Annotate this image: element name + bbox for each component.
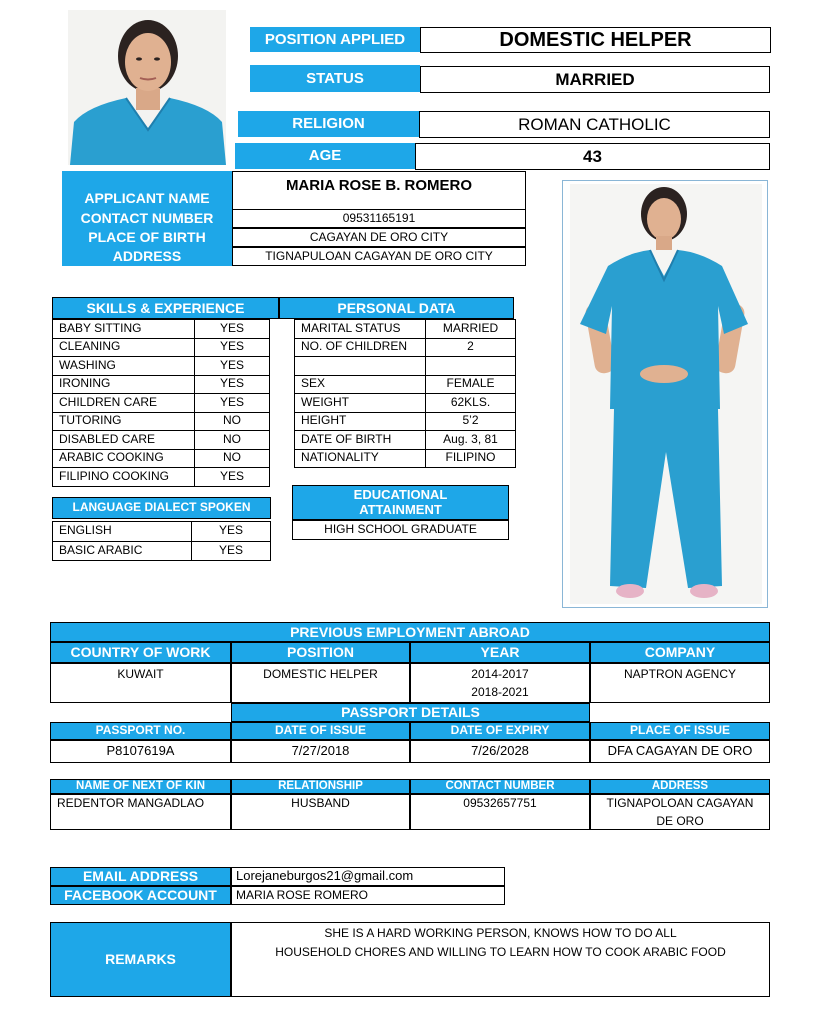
personal-value: Aug. 3, 81 bbox=[425, 430, 516, 450]
employment-col-company: COMPANY bbox=[590, 642, 770, 663]
age-value: 43 bbox=[415, 143, 770, 170]
language-value: YES bbox=[191, 541, 271, 562]
skills-table bbox=[52, 319, 270, 486]
kin-col-relationship: RELATIONSHIP bbox=[231, 779, 410, 794]
status-label: STATUS bbox=[250, 65, 420, 92]
kin-name bbox=[50, 794, 231, 830]
skill-value: NO bbox=[194, 449, 270, 469]
skill-name: CHILDREN CARE bbox=[52, 393, 195, 413]
personal-value: FILIPINO bbox=[425, 449, 516, 469]
facebook-label: FACEBOOK ACCOUNT bbox=[50, 886, 231, 905]
language-table bbox=[52, 521, 271, 561]
passport-place: DFA CAGAYAN DE ORO bbox=[590, 740, 770, 763]
kin-relationship-text: HUSBAND bbox=[291, 796, 350, 810]
employment-country bbox=[50, 663, 231, 703]
kin-contact-text: 09532657751 bbox=[463, 796, 537, 810]
education-value: HIGH SCHOOL GRADUATE bbox=[292, 520, 509, 540]
kin-address-line-2: DE ORO bbox=[656, 813, 704, 828]
age-label: AGE bbox=[235, 143, 415, 169]
position-applied-label: POSITION APPLIED bbox=[250, 27, 420, 52]
passport-issue-date: 7/27/2018 bbox=[231, 740, 410, 763]
skill-name: DISABLED CARE bbox=[52, 430, 195, 450]
kin-contact bbox=[410, 794, 590, 830]
personal-value: FEMALE bbox=[425, 375, 516, 395]
personal-value: MARRIED bbox=[425, 319, 516, 339]
religion-label: RELIGION bbox=[238, 111, 419, 137]
language-title: LANGUAGE DIALECT SPOKEN bbox=[52, 497, 271, 519]
education-title: EDUCATIONAL ATTAINMENT bbox=[292, 485, 509, 520]
personal-label: HEIGHT bbox=[294, 412, 426, 432]
employment-position-text: DOMESTIC HELPER bbox=[263, 667, 378, 681]
skill-name: ARABIC COOKING bbox=[52, 449, 195, 469]
kin-col-address: ADDRESS bbox=[590, 779, 770, 794]
passport-col-no: PASSPORT NO. bbox=[50, 722, 231, 740]
personal-value bbox=[425, 356, 516, 376]
skill-value: YES bbox=[194, 375, 270, 395]
skills-title: SKILLS & EXPERIENCE bbox=[52, 297, 279, 319]
employment-col-year: YEAR bbox=[410, 642, 590, 663]
skill-value: YES bbox=[194, 338, 270, 358]
kin-col-name: NAME OF NEXT OF KIN bbox=[50, 779, 231, 794]
passport-expiry-date: 7/26/2028 bbox=[410, 740, 590, 763]
personal-data-table bbox=[294, 319, 516, 469]
skill-name: BABY SITTING bbox=[52, 319, 195, 339]
personal-label: SEX bbox=[294, 375, 426, 395]
personal-value: 2 bbox=[425, 338, 516, 358]
kin-address bbox=[590, 794, 770, 830]
personal-label: DATE OF BIRTH bbox=[294, 430, 426, 450]
personal-label: NO. OF CHILDREN bbox=[294, 338, 426, 358]
place-of-birth-value: CAGAYAN DE ORO CITY bbox=[232, 228, 526, 247]
remarks-value bbox=[231, 922, 770, 997]
personal-label bbox=[294, 356, 426, 376]
language-name: BASIC ARABIC bbox=[52, 541, 192, 562]
employment-title: PREVIOUS EMPLOYMENT ABROAD bbox=[50, 622, 770, 642]
contact-number-label: CONTACT NUMBER bbox=[62, 209, 232, 228]
employment-position bbox=[231, 663, 410, 703]
personal-label: MARITAL STATUS bbox=[294, 319, 426, 339]
contact-number-value: 09531165191 bbox=[232, 209, 526, 228]
applicant-name-label bbox=[62, 171, 232, 209]
skill-value: YES bbox=[194, 467, 270, 487]
employment-col-country: COUNTRY OF WORK bbox=[50, 642, 231, 663]
applicant-full-body-photo bbox=[570, 184, 762, 604]
passport-title: PASSPORT DETAILS bbox=[231, 703, 590, 722]
applicant-name-value-text: MARIA ROSE B. ROMERO bbox=[285, 177, 473, 194]
personal-value: 5’2 bbox=[425, 412, 516, 432]
email-value: Lorejaneburgos21@gmail.com bbox=[231, 867, 505, 886]
employment-year-1: 2014-2017 bbox=[471, 667, 529, 681]
address-label: ADDRESS bbox=[62, 247, 232, 266]
status-value: MARRIED bbox=[420, 66, 770, 93]
employment-col-position: POSITION bbox=[231, 642, 410, 663]
skill-value: NO bbox=[194, 430, 270, 450]
position-applied-value: DOMESTIC HELPER bbox=[420, 27, 771, 53]
address-value: TIGNAPULOAN CAGAYAN DE ORO CITY bbox=[232, 247, 526, 266]
remarks-line-1: SHE IS A HARD WORKING PERSON, KNOWS HOW TO DO ALL bbox=[324, 926, 677, 940]
passport-col-expiry: DATE OF EXPIRY bbox=[410, 722, 590, 740]
employment-company-text: NAPTRON AGENCY bbox=[623, 667, 737, 681]
applicant-name-value bbox=[232, 171, 526, 210]
skill-value: YES bbox=[194, 356, 270, 376]
kin-name-text: REDENTOR MANGADLAO bbox=[57, 796, 205, 810]
skill-name: WASHING bbox=[52, 356, 195, 376]
employment-year-2: 2018-2021 bbox=[471, 684, 529, 699]
passport-col-place: PLACE OF ISSUE bbox=[590, 722, 770, 740]
remarks-line-2: HOUSEHOLD CHORES AND WILLING TO LEARN HOW TO COOK ARABIC FOOD bbox=[275, 944, 726, 959]
employment-company bbox=[590, 663, 770, 703]
email-label: EMAIL ADDRESS bbox=[50, 867, 231, 886]
skill-name: TUTORING bbox=[52, 412, 195, 432]
passport-no: P8107619A bbox=[50, 740, 231, 763]
personal-data-title: PERSONAL DATA bbox=[279, 297, 514, 319]
remarks-label: REMARKS bbox=[50, 922, 231, 997]
personal-label: WEIGHT bbox=[294, 393, 426, 413]
language-name: ENGLISH bbox=[52, 521, 192, 542]
full-body-illustration bbox=[570, 184, 762, 604]
religion-value: ROMAN CATHOLIC bbox=[419, 111, 770, 138]
applicant-name-label-text: APPLICANT NAME bbox=[84, 189, 210, 206]
facebook-value: MARIA ROSE ROMERO bbox=[231, 886, 505, 905]
passport-col-issue: DATE OF ISSUE bbox=[231, 722, 410, 740]
applicant-portrait-photo bbox=[68, 10, 226, 165]
skill-value: YES bbox=[194, 393, 270, 413]
language-value: YES bbox=[191, 521, 271, 542]
place-of-birth-label: PLACE OF BIRTH bbox=[62, 228, 232, 247]
skill-name: FILIPINO COOKING bbox=[52, 467, 195, 487]
skill-value: NO bbox=[194, 412, 270, 432]
personal-value: 62KLS. bbox=[425, 393, 516, 413]
employment-year bbox=[410, 663, 590, 703]
employment-country-text: KUWAIT bbox=[117, 667, 164, 681]
portrait-illustration bbox=[68, 10, 226, 165]
kin-relationship bbox=[231, 794, 410, 830]
personal-label: NATIONALITY bbox=[294, 449, 426, 469]
kin-col-contact: CONTACT NUMBER bbox=[410, 779, 590, 794]
skill-name: CLEANING bbox=[52, 338, 195, 358]
skill-value: YES bbox=[194, 319, 270, 339]
kin-address-line-1: TIGNAPOLOAN CAGAYAN bbox=[606, 796, 754, 810]
skill-name: IRONING bbox=[52, 375, 195, 395]
